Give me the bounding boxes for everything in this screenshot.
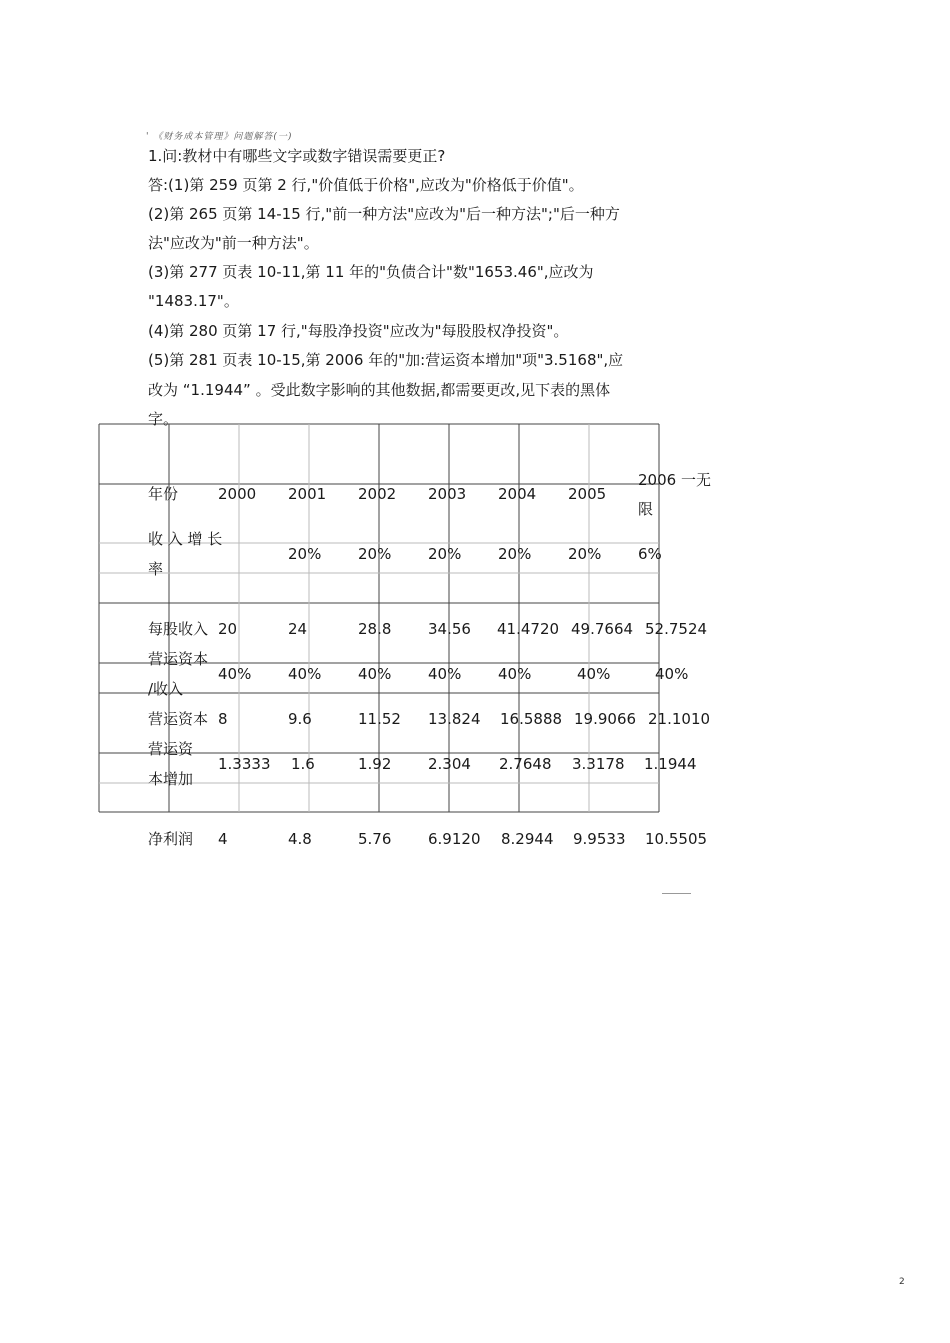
table-cell: 20 [218, 620, 238, 638]
table-cell: 40% [428, 665, 462, 683]
table-cell: 20% [288, 545, 322, 563]
table-cell: 1.92 [358, 755, 392, 773]
table-cell: 20% [498, 545, 532, 563]
page-header: ' 《财务成本管理》问题解答(一) [146, 132, 293, 142]
year-cell: 2002 [358, 485, 397, 503]
table-cell: 16.5888 [500, 710, 563, 728]
table-cell: 4 [218, 830, 228, 848]
year-cell: 2005 [568, 485, 607, 503]
table-cell: 28.8 [358, 620, 392, 638]
table-cell: 6.9120 [428, 830, 481, 848]
table-cell: 19.9066 [574, 710, 637, 728]
table-cell: 20% [568, 545, 602, 563]
table-cell: 20% [358, 545, 392, 563]
question-line: 1.问:教材中有哪些文字或数字错误需要更正? [148, 147, 446, 165]
answer-line: (2)第 265 页第 14-15 行,"前一种方法"应改为"后一种方法";"后一种方 [148, 205, 620, 223]
table-cell: 4.8 [288, 830, 312, 848]
divider [662, 893, 691, 894]
table-cell: 20% [428, 545, 462, 563]
table-cell: 1.1944 [644, 755, 697, 773]
year-cell-last: 限 [638, 500, 654, 518]
year-cell: 2001 [288, 485, 327, 503]
table-cell: 49.7664 [571, 620, 634, 638]
answer-line: (3)第 277 页表 10-11,第 11 年的"负债合计"数"1653.46",应改为 [148, 263, 594, 281]
table-cell: 5.76 [358, 830, 392, 848]
table-cell: 6% [638, 545, 662, 563]
table-cell: 3.3178 [572, 755, 625, 773]
net-income-label: 净利润 [148, 830, 194, 848]
table-cell: 41.4720 [497, 620, 560, 638]
table-cell: 40% [218, 665, 252, 683]
table-cell: 8 [218, 710, 228, 728]
growth-label: 收 入 增 长 [148, 530, 223, 548]
wc-label: 营运资本 [148, 710, 209, 728]
page-number: 2 [899, 1277, 905, 1287]
table-cell: 40% [655, 665, 689, 683]
table-cell: 21.1010 [648, 710, 711, 728]
table-cell: 40% [498, 665, 532, 683]
table-cell: 1.6 [291, 755, 315, 773]
year-cell: 2000 [218, 485, 257, 503]
table-cell: 40% [358, 665, 392, 683]
table-cell: 9.6 [288, 710, 312, 728]
wc-increase-label: 本增加 [148, 770, 194, 788]
table-cell: 13.824 [428, 710, 481, 728]
table-cell: 40% [288, 665, 322, 683]
answer-line: 字。 [148, 410, 179, 428]
table-cell: 9.9533 [573, 830, 626, 848]
answer-line: (5)第 281 页表 10-15,第 2006 年的"加:营运资本增加"项"3.5168",应 [148, 351, 624, 369]
table-cell: 10.5505 [645, 830, 708, 848]
answer-line: 改为 “1.1944” 。受此数字影响的其他数据,都需要更改,见下表的黑体 [148, 381, 611, 399]
growth-label: 率 [148, 560, 164, 578]
year-cell-last: 2006 一无 [638, 471, 711, 489]
wc-ratio-label: 营运资本 [148, 650, 209, 668]
eps-label: 每股收入 [148, 620, 209, 638]
table-cell: 40% [577, 665, 611, 683]
answer-line: 法"应改为"前一种方法"。 [148, 234, 319, 252]
table-cell: 11.52 [358, 710, 401, 728]
wc-increase-label: 营运资 [148, 740, 194, 758]
table-cell: 2.304 [428, 755, 471, 773]
wc-ratio-label: /收入 [148, 680, 184, 698]
table-cell: 24 [288, 620, 308, 638]
table-cell: 2.7648 [499, 755, 552, 773]
table-cell: 52.7524 [645, 620, 708, 638]
answer-line: "1483.17"。 [148, 292, 239, 310]
answer-line: 答:(1)第 259 页第 2 行,"价值低于价格",应改为"价格低于价值"。 [148, 176, 584, 194]
year-cell: 2003 [428, 485, 467, 503]
answer-line: (4)第 280 页第 17 行,"每股净投资"应改为"每股股权净投资"。 [148, 322, 569, 340]
table-cell: 1.3333 [218, 755, 271, 773]
year-label: 年份 [148, 485, 179, 503]
table-cell: 34.56 [428, 620, 471, 638]
year-cell: 2004 [498, 485, 537, 503]
table-cell: 8.2944 [501, 830, 554, 848]
